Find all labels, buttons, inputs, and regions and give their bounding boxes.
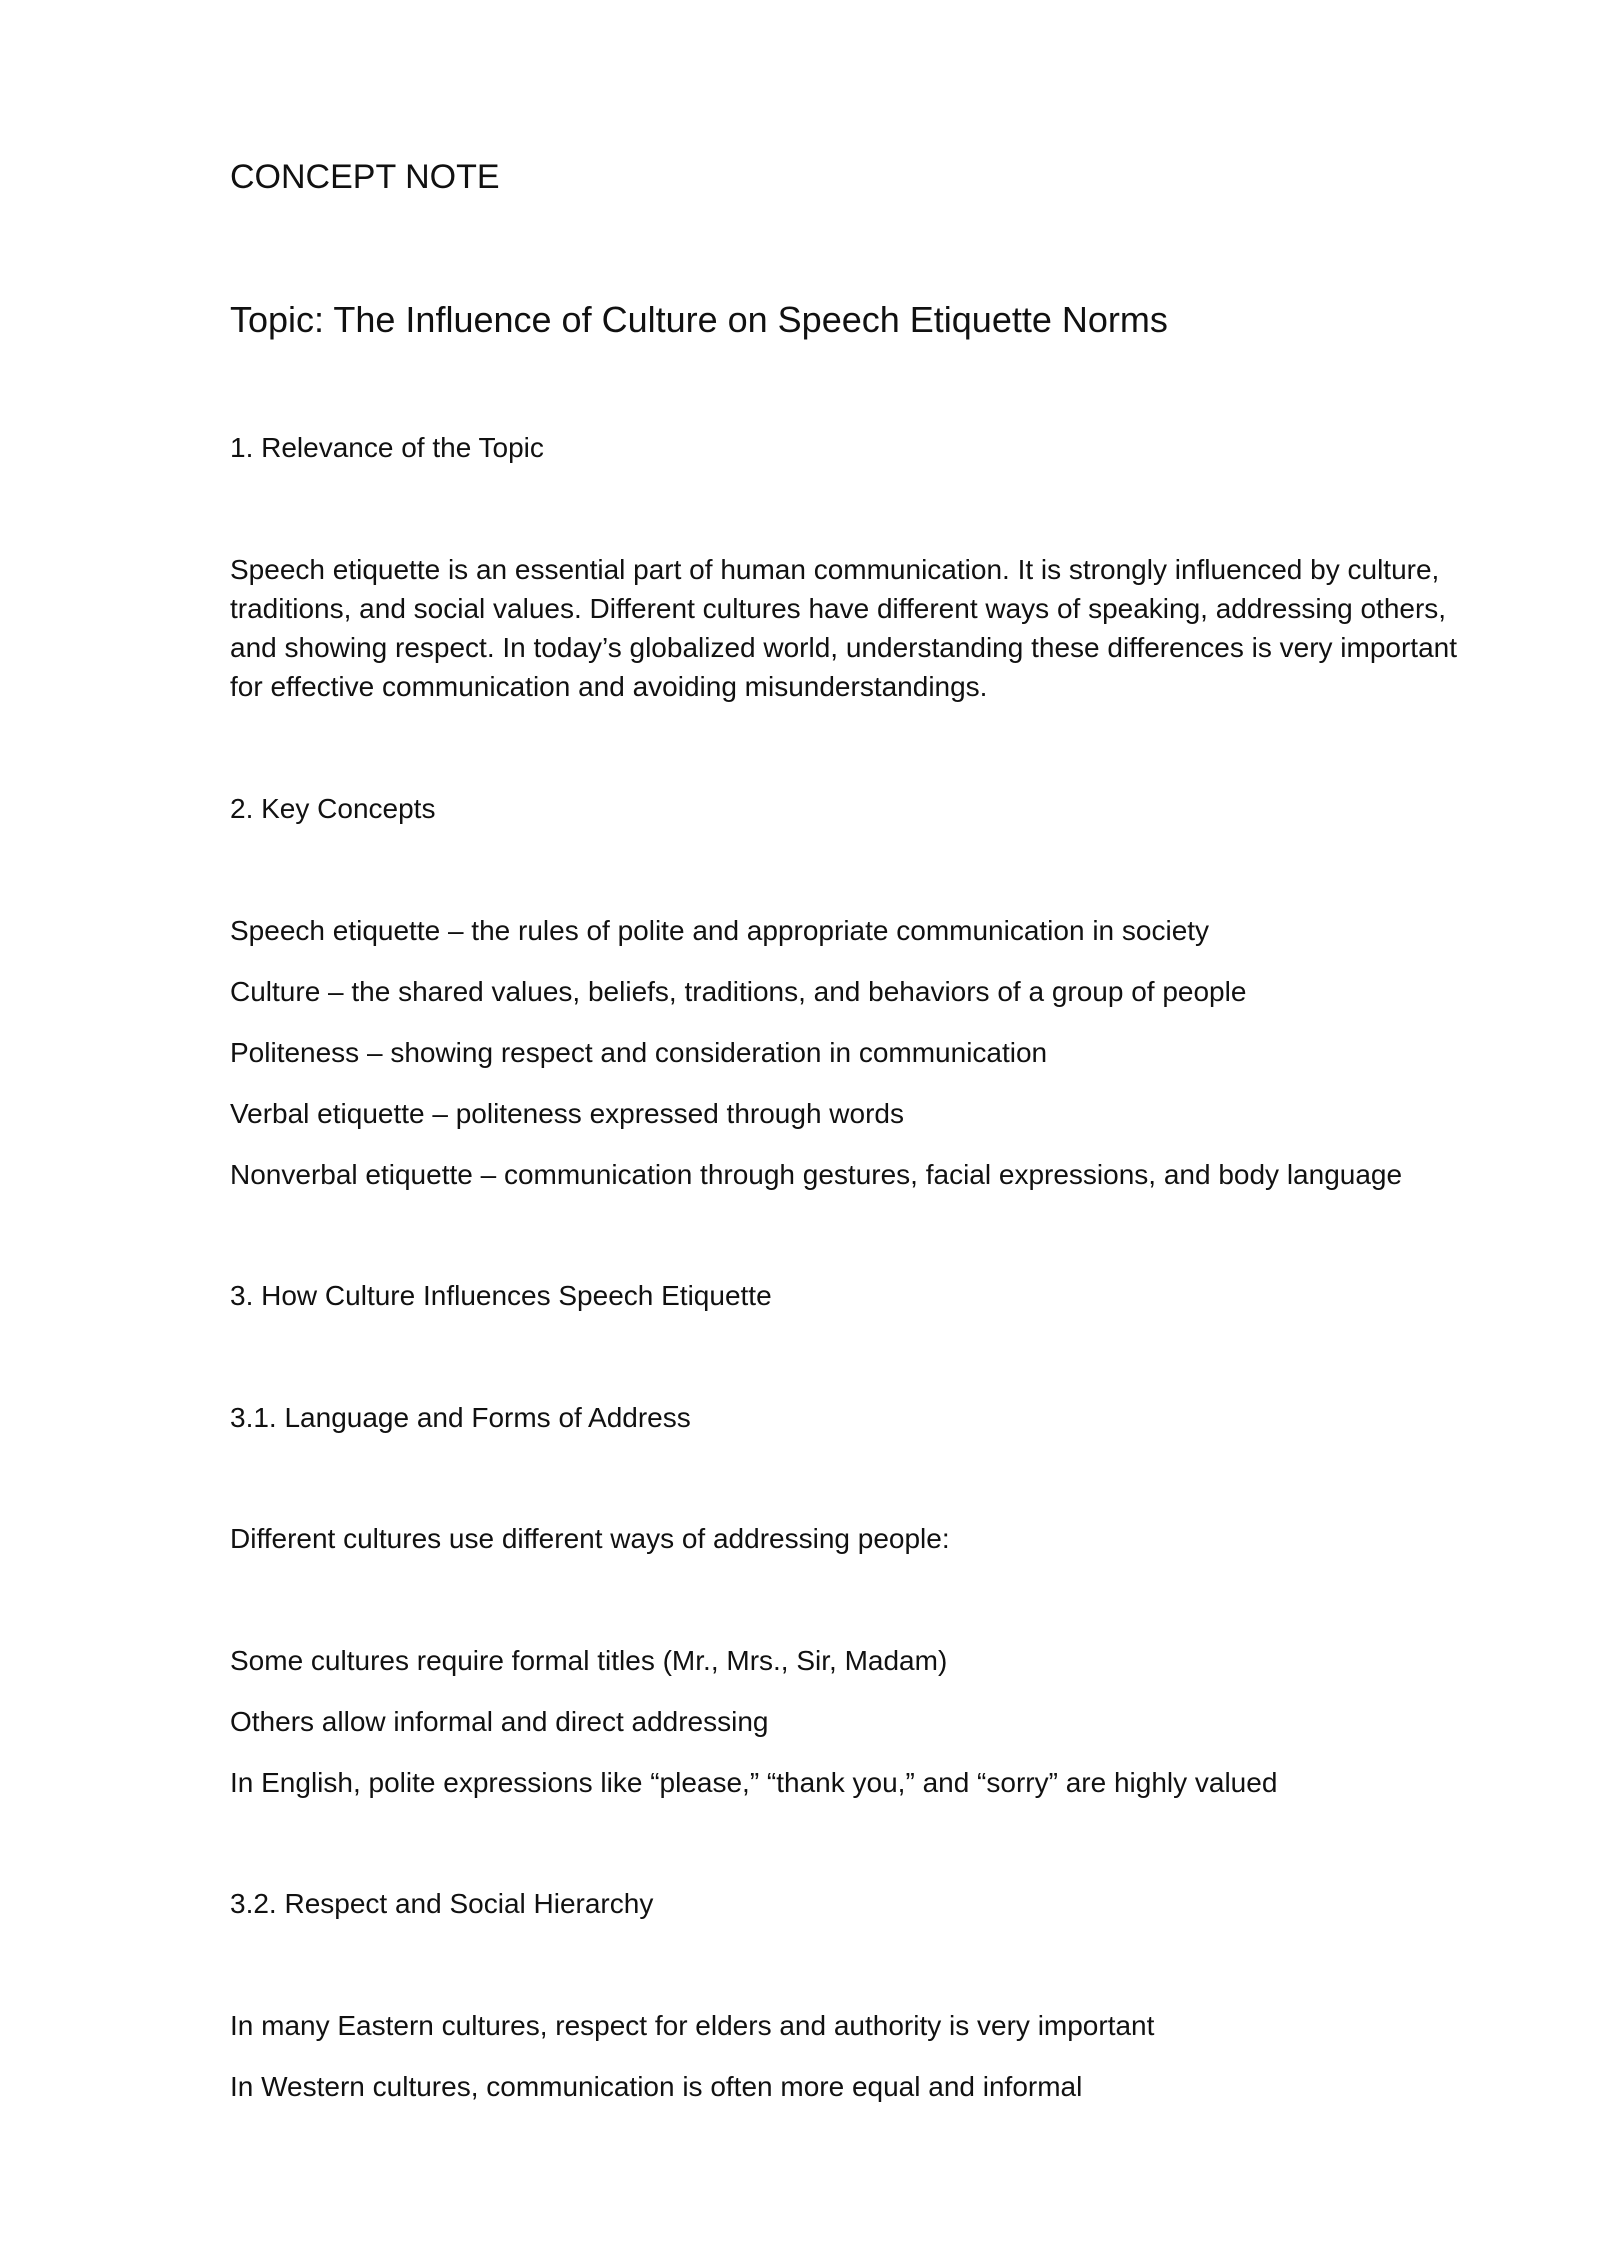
- address-item: Some cultures require formal titles (Mr., Mrs., Sir, Madam): [230, 1645, 948, 1676]
- hierarchy-item: In many Eastern cultures, respect for elders and authority is very important: [230, 2010, 1155, 2041]
- document-title: CONCEPT NOTE: [230, 158, 500, 196]
- section-3-heading: 3. How Culture Influences Speech Etiquette: [230, 1280, 772, 1311]
- section-1-heading: 1. Relevance of the Topic: [230, 432, 544, 463]
- section-2-heading: 2. Key Concepts: [230, 793, 436, 824]
- address-item: In English, polite expressions like “please,” “thank you,” and “sorry” are highly valued: [230, 1767, 1278, 1798]
- key-concept-item: Nonverbal etiquette – communication through gestures, facial expressions, and body language: [230, 1159, 1403, 1190]
- document-topic: Topic: The Influence of Culture on Speech Etiquette Norms: [230, 299, 1168, 340]
- section-1-paragraph: Speech etiquette is an essential part of human communication. It is strongly influenced by culture, traditions, and social values. Different cultures have different ways of speaking, addressing others, and showing respect. In today’s globalized world, understanding these differences is very important for effective communication and avoiding misunderstandings.: [230, 554, 1458, 702]
- section-3-2-heading: 3.2. Respect and Social Hierarchy: [230, 1888, 654, 1919]
- hierarchy-item: In Western cultures, communication is often more equal and informal: [230, 2071, 1083, 2102]
- address-item: Others allow informal and direct addressing: [230, 1706, 769, 1737]
- key-concept-item: Culture – the shared values, beliefs, traditions, and behaviors of a group of people: [230, 976, 1247, 1007]
- section-3-1-heading: 3.1. Language and Forms of Address: [230, 1402, 691, 1433]
- section-3-1-intro: Different cultures use different ways of addressing people:: [230, 1523, 950, 1554]
- key-concept-item: Verbal etiquette – politeness expressed through words: [230, 1098, 904, 1129]
- key-concept-item: Politeness – showing respect and consideration in communication: [230, 1037, 1048, 1068]
- key-concept-item: Speech etiquette – the rules of polite and appropriate communication in society: [230, 915, 1210, 946]
